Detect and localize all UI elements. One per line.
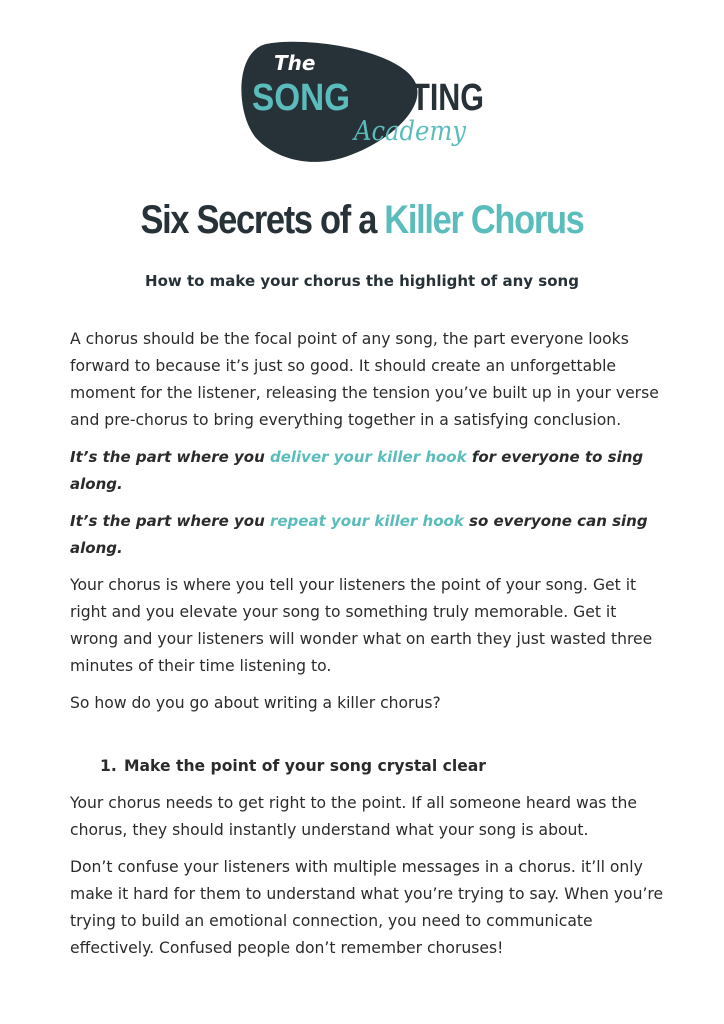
logo-the: The xyxy=(274,51,316,75)
emphasis-line-1 xyxy=(70,444,666,498)
section-1-paragraph-1: Your chorus needs to get right to the point. If all someone heard was the chorus, they should instantly understand what your song is about. xyxy=(70,794,637,839)
page-subtitle: How to make your chorus the highlight of any song xyxy=(145,272,579,290)
section-1-title: Make the point of your song crystal clear xyxy=(124,757,486,775)
document-body xyxy=(70,326,666,972)
emphasis-1-highlight: deliver your killer hook xyxy=(269,448,467,466)
title-part2: Killer Chorus xyxy=(384,198,584,242)
title-part1: Six Secrets of a xyxy=(140,198,385,242)
emphasis-1-after: for everyone to sing along. xyxy=(70,448,644,493)
intro-paragraph: A chorus should be the focal point of any song, the part everyone looks forward to because it’s just so good. It should create an unforgettable moment for the listener, releasing the tension you’ve built up in your verse and pre-chorus to bring everything together in a satisfying conclusion. xyxy=(70,330,659,429)
emphasis-2-after: so everyone can sing along. xyxy=(70,512,648,557)
emphasis-1-before: It’s the part where you xyxy=(70,448,270,466)
emphasis-line-2 xyxy=(70,508,666,562)
emphasis-2-before: It’s the part where you xyxy=(70,512,270,530)
logo-graphic xyxy=(238,40,488,164)
section-1-heading xyxy=(100,753,666,780)
logo-academy: Academy xyxy=(351,116,467,147)
logo-song: SONG xyxy=(252,77,350,119)
section-1-number: 1. xyxy=(100,757,117,775)
page-title xyxy=(51,198,674,243)
logo-writing: WRITING xyxy=(352,77,484,119)
body-paragraph-3: So how do you go about writing a killer chorus? xyxy=(70,694,441,712)
body-paragraph-2: Your chorus is where you tell your listeners the point of your song. Get it right and you elevate your song to something truly memorable. Get it wrong and your listeners will wonder what on earth they just wasted three minutes of their time listening to. xyxy=(70,576,653,675)
section-1-paragraph-2: Don’t confuse your listeners with multiple messages in a chorus. it’ll only make it hard for them to understand what you’re trying to say. When you’re trying to build an emotional connection, you need to communicate effectively. Confused people don’t remember choruses! xyxy=(70,858,664,957)
logo xyxy=(238,40,488,164)
emphasis-2-highlight: repeat your killer hook xyxy=(269,512,464,530)
